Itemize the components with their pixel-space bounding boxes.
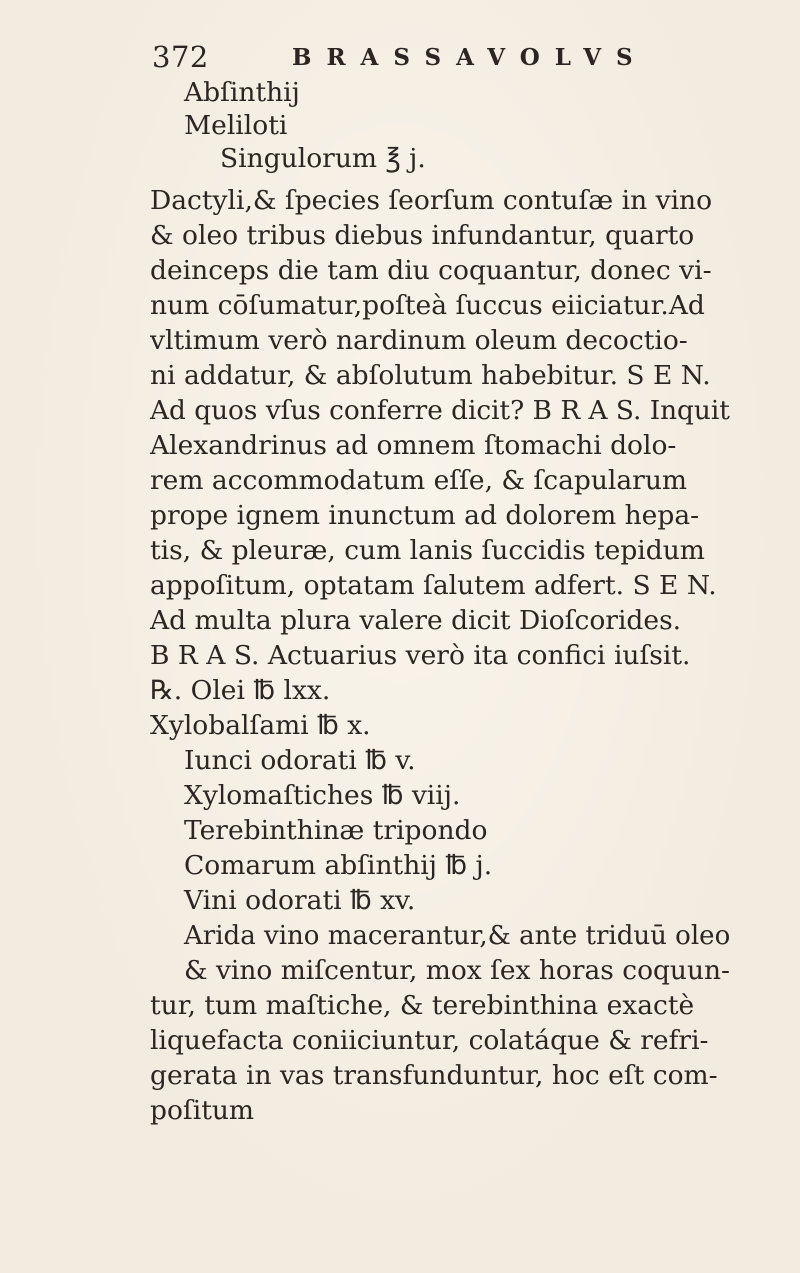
text-line: vltimum verò nardinum oleum decoctio- <box>150 325 688 356</box>
text-line: Xylomaſtiches ℔ viij. <box>184 780 461 811</box>
text-line: gerata in vas transfunduntur, hoc eſt com- <box>150 1060 718 1091</box>
text-line: tur, tum maſtiche, & terebinthina exactè <box>150 990 695 1021</box>
text-line: & vino miſcentur, mox ſex horas coquun- <box>184 955 730 986</box>
text-line: prope ignem inunctum ad dolorem hepa- <box>150 500 700 531</box>
text-line: Alexandrinus ad omnem ſtomachi dolo- <box>150 430 677 461</box>
text-line: & oleo tribus diebus infundantur, quarto <box>150 220 695 251</box>
text-line: ni addatur, & abſolutum habebitur. S E N. <box>150 360 711 391</box>
text-line: Arida vino macerantur,& ante triduū oleo <box>184 920 731 951</box>
text-line: tis, & pleuræ, cum lanis ſuccidis tepidum <box>150 535 705 566</box>
text-line: num cōſumatur,poſteà ſuccus eiiciatur.Ad <box>150 290 705 321</box>
text-line: Xylobalſami ℔ x. <box>150 710 371 741</box>
page-number: 372 <box>152 40 209 74</box>
text-line: Singulorum ℥ j. <box>220 143 426 174</box>
text-line: Meliloti <box>184 110 288 141</box>
text-line: Iunci odorati ℔ v. <box>184 745 416 776</box>
text-line: Dactyli,& ſpecies ſeorſum contuſæ in vino <box>150 185 713 216</box>
page-header <box>152 36 712 76</box>
text-line: B R A S. Actuarius verò ita confici iuſsit. <box>150 640 691 671</box>
text-line: deinceps die tam diu coquantur, donec vi- <box>150 255 712 286</box>
text-line: appoſitum, optatam ſalutem adfert. S E N. <box>150 570 717 601</box>
text-line: rem accommodatum eſſe, & ſcapularum <box>150 465 688 496</box>
text-line: Comarum abſinthij ℔ j. <box>184 850 493 881</box>
text-line: liquefacta coniiciuntur, colatáque & refri- <box>150 1025 709 1056</box>
text-line: poſitum <box>150 1095 255 1126</box>
text-line: Vini odorati ℔ xv. <box>184 885 416 916</box>
text-line: ℞. Olei ℔ lxx. <box>150 675 331 706</box>
text-line: Terebinthinæ tripondo <box>184 815 488 846</box>
running-head: BRASSAVOLVS <box>292 44 648 71</box>
text-line: Abſinthij <box>184 77 300 108</box>
text-line: Ad quos vſus conferre dicit? B R A S. Inquit <box>150 395 730 426</box>
text-line: Ad multa plura valere dicit Dioſcorides. <box>150 605 682 636</box>
